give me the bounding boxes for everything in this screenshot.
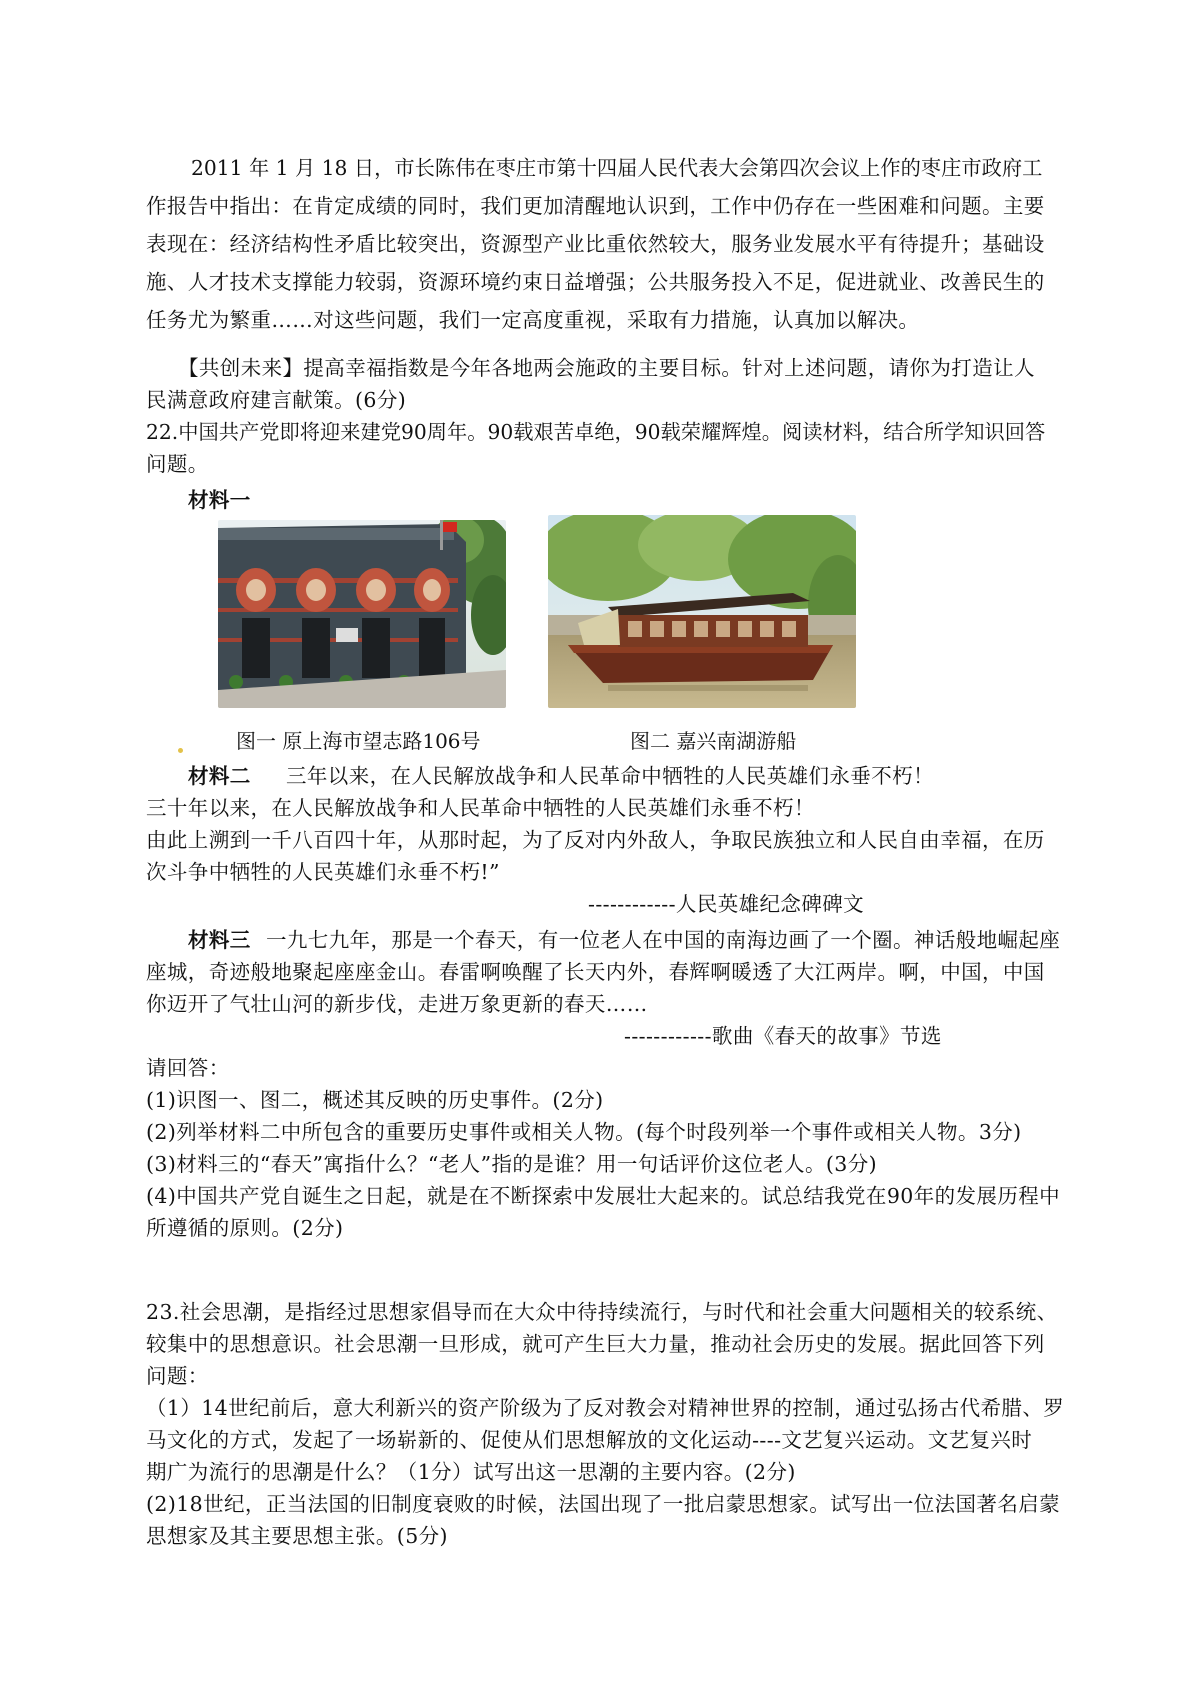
material-2-line-4: 次斗争中牺牲的人民英雄们永垂不朽!” — [146, 860, 500, 884]
material-3-line-1: 一九七九年，那是一个春天，有一位老人在中国的南海边画了一个圈。神话般地崛起座 — [266, 928, 1061, 952]
material-2-source: ------------人民英雄纪念碑碑文 — [588, 892, 865, 916]
material-3-label: 材料三 — [188, 928, 251, 952]
q21-task-line-2: 民满意政府建言献策。(6分) — [146, 388, 407, 412]
figure-2-image — [548, 515, 856, 708]
q23-question-1-line-1: （1）14世纪前后，意大利新兴的资产阶级为了反对教会对精神世界的控制，通过弘扬古代希腊、罗 — [146, 1396, 1065, 1420]
q21-para-line-4: 施、人才技术支撑能力较弱，资源环境约束日益增强；公共服务投入不足，促进就业、改善民生的 — [146, 270, 1045, 294]
material-1-label: 材料一 — [188, 488, 251, 512]
q22-question-2: (2)列举材料二中所包含的重要历史事件或相关人物。(每个时段列举一个事件或相关人物。3分) — [146, 1120, 1022, 1144]
material-3-line-2: 座城，奇迹般地聚起座座金山。春雷啊唤醒了长天内外，春辉啊暖透了大江两岸。啊，中国，中国 — [146, 960, 1045, 984]
red-boat-photo — [548, 515, 856, 708]
q22-question-4-line-2: 所遵循的原则。(2分) — [146, 1216, 344, 1240]
q23-intro-line-1: 23.社会思潮，是指经过思想家倡导而在大众中待持续流行，与时代和社会重大问题相关的较系统、 — [146, 1300, 1058, 1324]
material-3-line-3: 你迈开了气壮山河的新步伐，走进万象更新的春天…… — [146, 992, 648, 1016]
q23-question-1-line-2: 马文化的方式，发起了一场崭新的、促使从们思想解放的文化运动----文艺复兴运动。文艺复兴时 — [146, 1428, 1033, 1452]
speck-mark — [178, 748, 183, 753]
q23-intro-line-3: 问题： — [146, 1364, 209, 1388]
q21-para-line-5: 任务尤为繁重……对这些问题，我们一定高度重视，采取有力措施，认真加以解决。 — [146, 308, 920, 332]
q22-question-1: (1)识图一、图二，概述其反映的历史事件。(2分) — [146, 1088, 604, 1112]
figure-2-caption: 图二 嘉兴南湖游船 — [630, 729, 797, 753]
material-2-line-3: 由此上溯到一千八百四十年，从那时起，为了反对内外敌人，争取民族独立和人民自由幸福，在历 — [146, 828, 1045, 852]
material-3-source: ------------歌曲《春天的故事》节选 — [624, 1024, 942, 1048]
q23-question-1-line-3: 期广为流行的思潮是什么？（1分）试写出这一思潮的主要内容。(2分) — [146, 1460, 796, 1484]
q21-para-line-1: 2011 年 1 月 18 日，市长陈伟在枣庄市第十四届人民代表大会第四次会议上作的枣庄市政府工 — [191, 156, 1043, 180]
material-2-line-2: 三十年以来，在人民解放战争和人民革命中牺牲的人民英雄们永垂不朽！ — [146, 796, 815, 820]
q22-question-4-line-1: (4)中国共产党自诞生之日起，就是在不断探索中发展壮大起来的。试总结我党在90年的发展历程中 — [146, 1184, 1061, 1208]
answer-prompt: 请回答： — [146, 1056, 230, 1080]
material-2-line-1: 三年以来，在人民解放战争和人民革命中牺牲的人民英雄们永垂不朽！ — [286, 764, 934, 788]
brick-building-photo — [218, 520, 506, 708]
q22-intro-line-2: 问题。 — [146, 452, 209, 476]
q23-intro-line-2: 较集中的思想意识。社会思潮一旦形成，就可产生巨大力量，推动社会历史的发展。据此回答下列 — [146, 1332, 1045, 1356]
q21-para-line-3: 表现在：经济结构性矛盾比较突出，资源型产业比重依然较大，服务业发展水平有待提升；基础设 — [146, 232, 1045, 256]
figure-1-caption: 图一 原上海市望志路106号 — [236, 729, 481, 753]
figure-1-image — [218, 520, 506, 708]
q21-task-line-1: 【共创未来】提高幸福指数是今年各地两会施政的主要目标。针对上述问题，请你为打造让人 — [178, 356, 1035, 380]
q22-question-3: (3)材料三的“春天”寓指什么？“老人”指的是谁？用一句话评价这位老人。(3分) — [146, 1152, 877, 1176]
q21-para-line-2: 作报告中指出：在肯定成绩的同时，我们更加清醒地认识到，工作中仍存在一些困难和问题。主要 — [146, 194, 1045, 218]
q23-question-2-line-2: 思想家及其主要思想主张。(5分) — [146, 1524, 448, 1548]
q23-question-2-line-1: (2)18世纪，正当法国的旧制度衰败的时候，法国出现了一批启蒙思想家。试写出一位法国著名启蒙 — [146, 1492, 1061, 1516]
material-2-label: 材料二 — [188, 764, 251, 788]
q22-intro-line-1: 22.中国共产党即将迎来建党90周年。90载艰苦卓绝，90载荣耀辉煌。阅读材料，结合所学知识回答 — [146, 420, 1046, 444]
